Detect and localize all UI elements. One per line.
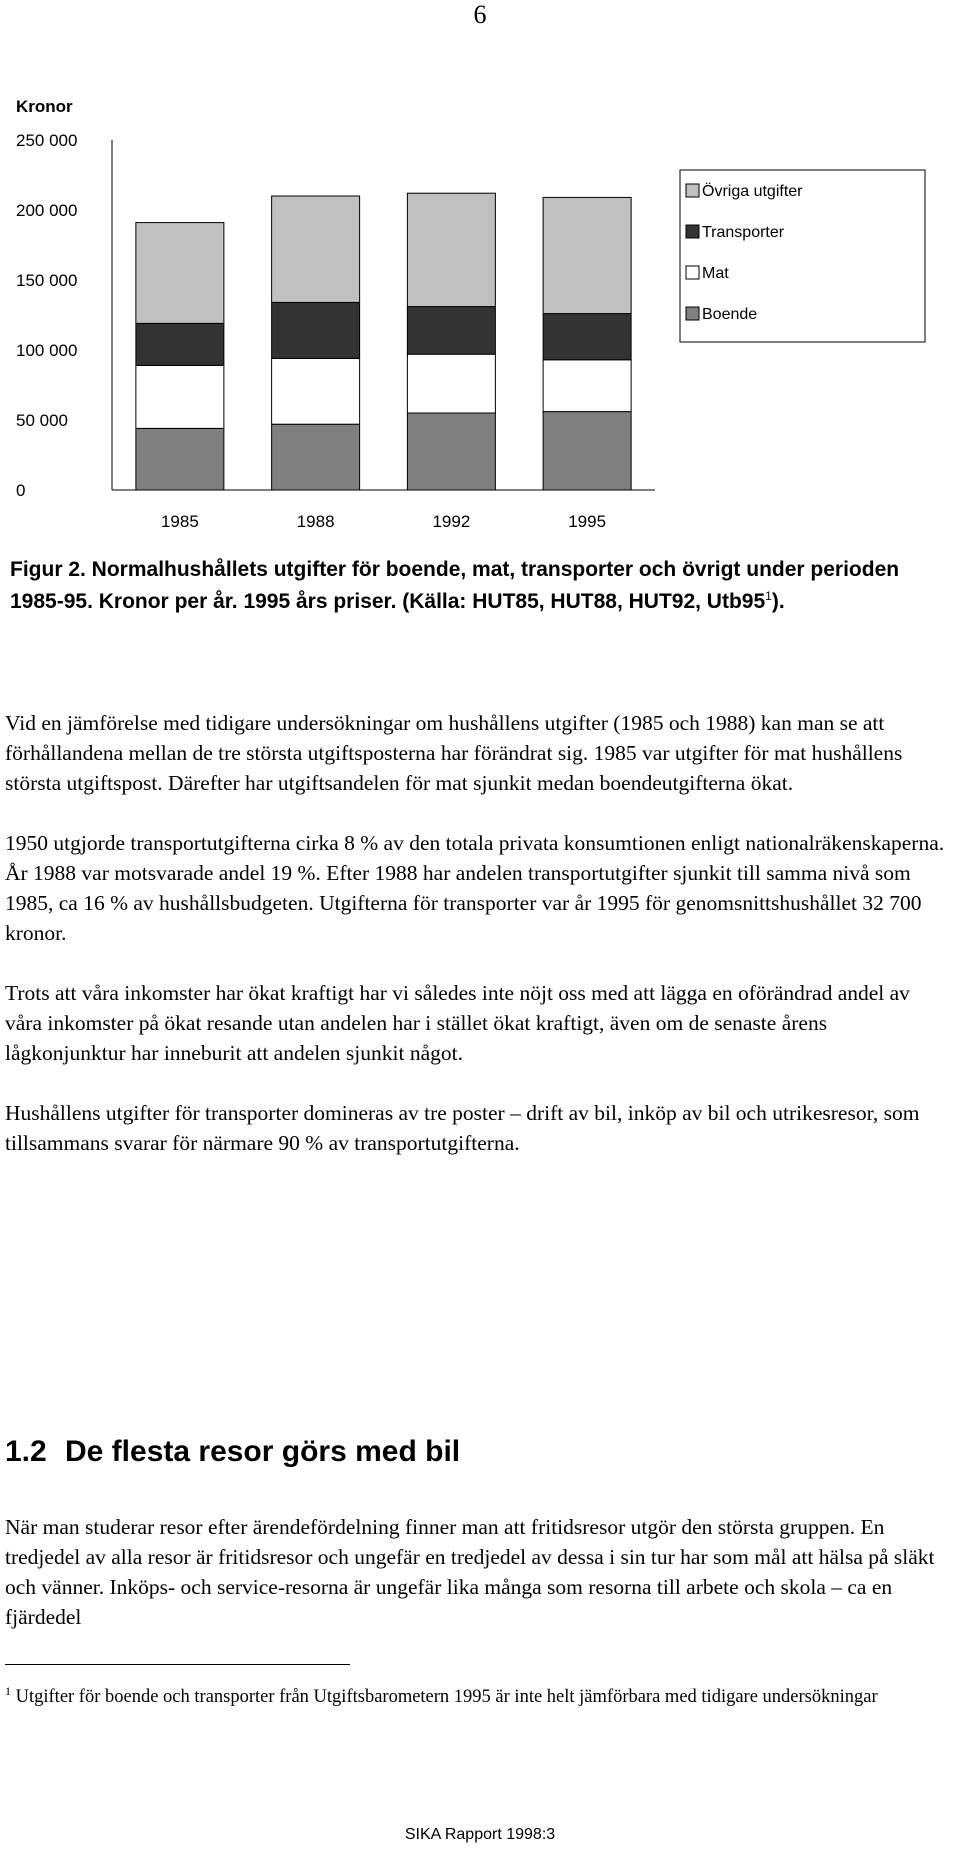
legend-entry: Mat — [702, 265, 729, 282]
y-axis-label: Kronor — [16, 97, 73, 116]
legend-swatch — [686, 307, 699, 320]
x-tick-label: 1988 — [296, 512, 335, 531]
x-tick-label: 1992 — [432, 512, 471, 531]
y-tick-label: 200 000 — [16, 201, 78, 220]
section-heading — [5, 1435, 460, 1469]
section-body — [5, 1512, 945, 1632]
paragraph-2: 1950 utgjorde transportutgifterna cirka 8 % av den totala privata konsumtionen enligt nationalräkenskaperna. År 1988 var motsvarade andel 19 %. Efter 1988 har andelen transportutgifter sjunkit till samma nivå som 1985, ca 16 % av hushållsbudgeten. Utgifterna för transporter var år 1995 för genomsnittshushållet 32 700 kronor. — [5, 831, 945, 945]
bar-mat-1985 — [136, 365, 224, 428]
figure-caption — [10, 556, 940, 615]
y-tick-label: 250 000 — [16, 131, 78, 150]
x-tick-label: 1995 — [568, 512, 607, 531]
footnote-text: Utgifter för boende och transporter från Utgiftsbarometern 1995 är inte helt jämförbara med tidigare undersökningar — [15, 1687, 878, 1708]
bar-transporter-1995 — [543, 314, 631, 360]
caption-end: ). — [771, 590, 785, 613]
bar-mat-1988 — [272, 358, 360, 424]
body-paragraphs — [5, 708, 945, 1158]
section-number: 1.2 — [5, 1435, 47, 1468]
y-tick-label: 100 000 — [16, 341, 78, 360]
paragraph-1: Vid en jämförelse med tidigare undersökningar om hushållens utgifter (1985 och 1988) kan man se att förhållandena mellan de tre största utgiftsposterna har förändrat sig. 1985 var utgifter för mat hushållens största utgiftspost. Därefter har utgiftsandelen för mat sjunkit medan boendeutgifterna ökat. — [5, 711, 903, 795]
bar-mat-1992 — [407, 354, 495, 413]
bar-boende-1988 — [272, 424, 360, 490]
bar--vriga-utgifter-1985 — [136, 223, 224, 324]
y-tick-label: 50 000 — [16, 411, 68, 430]
paragraph-3: Trots att våra inkomster har ökat kraftigt har vi således inte nöjt oss med att lägga en oförändrad andel av våra inkomster på ökat resande utan andelen har i stället ökat kraftigt, även om de senaste årens lågkonjunktur har inneburit att andelen sjunkit något. — [5, 981, 910, 1065]
stacked-bar-chart — [0, 80, 960, 550]
legend-swatch — [686, 225, 699, 238]
legend-swatch — [686, 184, 699, 197]
page-footer: SIKA Rapport 1998:3 — [404, 1826, 556, 1843]
legend-entry: Boende — [702, 306, 758, 323]
footnote-separator — [5, 1664, 350, 1665]
caption-footnote-ref: 1 — [765, 589, 772, 603]
legend-entry: Transporter — [702, 224, 785, 241]
bar-transporter-1992 — [407, 307, 495, 355]
bar-boende-1985 — [136, 428, 224, 490]
paragraph-4: Hushållens utgifter för transporter domineras av tre poster – drift av bil, inköp av bil och utrikesresor, som tillsammans svarar för närmare 90 % av transportutgifterna. — [5, 1101, 920, 1155]
page-number: 6 — [473, 0, 487, 29]
section-paragraph: När man studerar resor efter ärendefördelning finner man att fritidsresor utgör den största gruppen. En tredjedel av alla resor är fritidsresor och ungefär en tredjedel av dessa i sin tur har som mål att hälsa på släkt och vänner. Inköps- och service-resorna är ungefär lika många som resorna till arbete och skola – ca en fjärdedel — [5, 1515, 935, 1629]
x-tick-label: 1985 — [160, 512, 199, 531]
bar-transporter-1988 — [272, 302, 360, 358]
bar--vriga-utgifter-1995 — [543, 197, 631, 313]
legend-entry: Övriga utgifter — [702, 183, 803, 200]
caption-text: Figur 2. Normalhushållets utgifter för boende, mat, transporter och övrigt under perioden 1985-95. Kronor per år. 1995 års priser. (Källa: HUT85, HUT88, HUT92, Utb95 — [10, 558, 900, 613]
y-tick-label: 0 — [16, 481, 26, 500]
y-tick-label: 150 000 — [16, 271, 78, 290]
footnote — [5, 1678, 945, 1711]
bar-boende-1995 — [543, 412, 631, 490]
bar-transporter-1985 — [136, 323, 224, 365]
bar--vriga-utgifter-1988 — [272, 196, 360, 302]
footnote-mark: 1 — [5, 1684, 11, 1698]
bar-boende-1992 — [407, 413, 495, 490]
bar-mat-1995 — [543, 360, 631, 412]
legend-swatch — [686, 266, 699, 279]
bar--vriga-utgifter-1992 — [407, 193, 495, 306]
section-title: De flesta resor görs med bil — [65, 1435, 461, 1468]
